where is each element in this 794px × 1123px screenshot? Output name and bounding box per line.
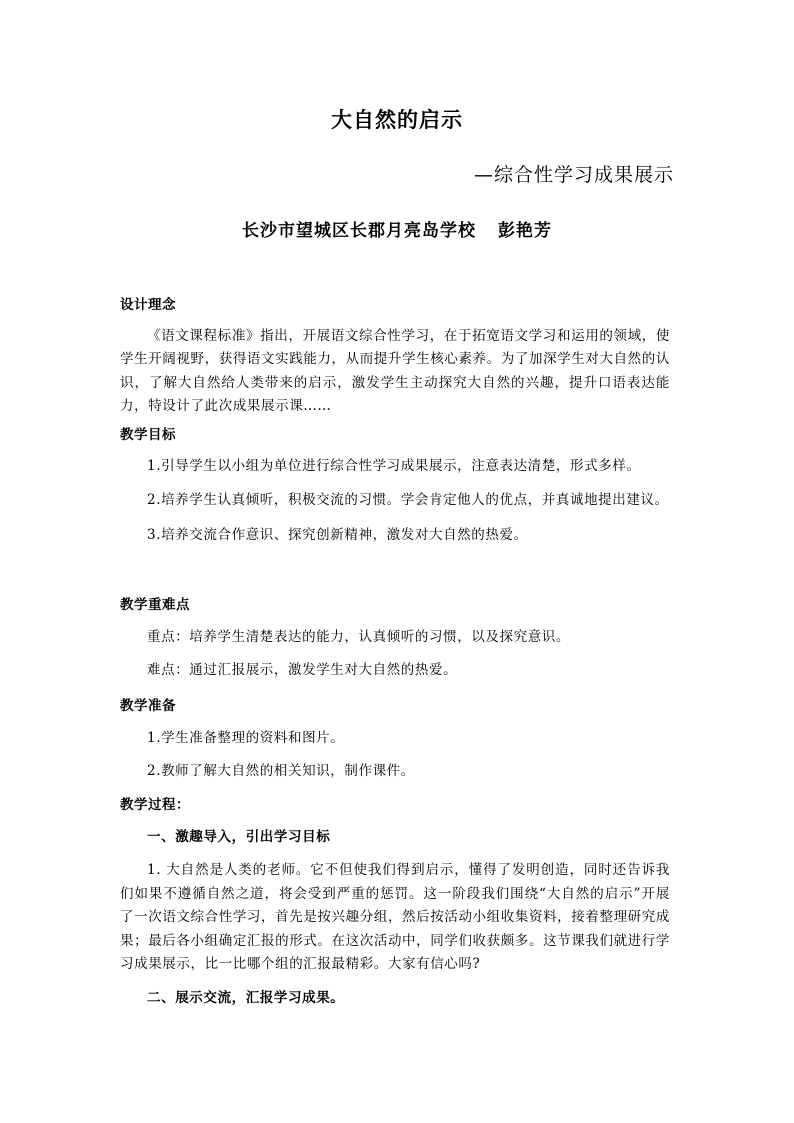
goal-item: 2.培养学生认真倾听，积极交流的习惯。学会肯定他人的优点，并真诚地提出建议。 — [147, 492, 669, 508]
section-heading: 教学准备 — [120, 698, 176, 714]
paragraph: 《语文课程标准》指出，开展语文综合性学习，在于拓宽语文学习和运用的领域，使学生开阔视野，获得语文实践能力，从而提升学生核心素养。为了加深学生对大自然的认识，了解大自然给人类带来的启示，激发学生主动探究大自然的兴趣，提升口语表达能力，特设计了此次成果展示课…… — [120, 327, 670, 414]
prep-item: 1.学生准备整理的资料和图片。 — [147, 729, 345, 746]
step-heading: 一、激趣导入，引出学习目标 — [147, 828, 331, 845]
key-point: 重点：培养学生清楚表达的能力，认真倾听的习惯，以及探究意识。 — [147, 628, 570, 645]
step-heading: 二、展示交流，汇报学习成果。 — [147, 989, 345, 1006]
section-heading: 教学目标 — [120, 427, 176, 443]
section-process — [120, 794, 670, 1010]
section-heading: 教学过程： — [120, 797, 190, 813]
paragraph: 1. 大自然是人类的老师。它不但使我们得到启示，懂得了发明创造，同时还告诉我们如果不遵循自然之道，将会受到严重的惩罚。这一阶段我们围绕“大自然的启示”开展了一次语文综合性学习，首先是按兴趣分组，然后按活动小组收集资料，接着整理研究成果；最后各小组确定汇报的形式。在这次活动中，同学们收获颇多。这节课我们就进行学习成果展示，比一比哪个组的汇报最精彩。大家有信心吗? — [120, 862, 670, 972]
section-heading: 设计理念 — [120, 297, 176, 313]
author-school: 长沙市望城区长郡月亮岛学校 — [242, 221, 476, 241]
author-name: 彭艳芳 — [498, 221, 552, 241]
section-design — [120, 294, 670, 419]
goal-item: 3.培养交流合作意识、探究创新精神，激发对大自然的热爱。 — [147, 526, 528, 543]
section-goals — [120, 424, 670, 547]
author-line — [0, 216, 794, 241]
document-title: 大自然的启示 — [331, 108, 463, 132]
document-subtitle: —综合性学习成果展示 — [473, 164, 674, 186]
difficult-point: 难点：通过汇报展示，激发学生对大自然的热爱。 — [147, 662, 458, 678]
section-heading: 教学重难点 — [120, 597, 190, 613]
goal-item: 1.引导学生以小组为单位进行综合性学习成果展示，注意表达清楚，形式多样。 — [147, 457, 641, 474]
section-prep — [120, 695, 670, 784]
section-key-points — [120, 594, 670, 683]
prep-item: 2.教师了解大自然的相关知识，制作课件。 — [147, 763, 415, 779]
